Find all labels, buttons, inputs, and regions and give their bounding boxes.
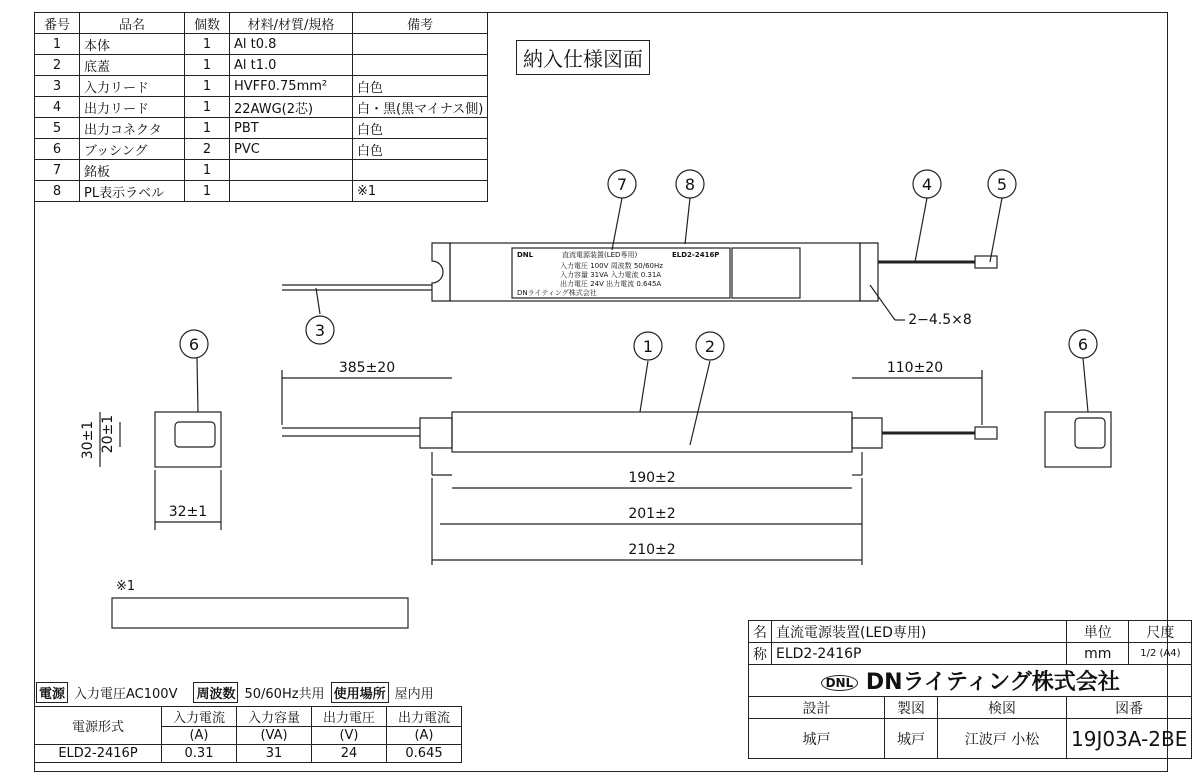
company-logo: DNL [821, 675, 859, 691]
pl-label [112, 598, 408, 628]
elec-value-type: ELD2-2416P [35, 745, 162, 763]
elec-value-in-current: 0.31 [162, 745, 237, 763]
callout-6-right-text: 6 [1077, 335, 1089, 354]
parts-cell: 本体 [80, 34, 185, 55]
freq-tag: 周波数 [193, 682, 238, 703]
parts-cell: 1 [185, 181, 230, 202]
tb-name-label-2: 称 [749, 643, 772, 665]
tb-drafter: 城戸 [885, 719, 938, 759]
front-view-left-bushing [420, 418, 452, 448]
top-view-left-end [432, 243, 450, 301]
leader-holes [870, 285, 895, 320]
pl-label-ref: ※1 [116, 579, 136, 594]
elec-unit-out-current: (A) [387, 727, 462, 745]
parts-cell: 1 [185, 160, 230, 181]
parts-cell: 白色 [353, 139, 488, 160]
dim-20-text: 20±1 [100, 414, 116, 454]
tb-company-cell [749, 665, 1192, 697]
dim-30-text: 30±1 [80, 420, 96, 460]
parts-cell: 出力コネクタ [80, 118, 185, 139]
leader-6-right [1083, 358, 1088, 412]
tb-check-label: 検図 [938, 697, 1067, 719]
elec-header-in-current: 入力電流 [162, 707, 237, 727]
nameplate-line-1: 入力電圧 100V 周波数 50/60Hz [560, 262, 663, 270]
elec-header-type: 電源形式 [35, 707, 162, 745]
col-remarks: 備考 [353, 13, 488, 34]
dim-holes-text: 2−4.5×8 [908, 312, 972, 328]
parts-cell: 銘板 [80, 160, 185, 181]
elec-header-out-voltage: 出力電圧 [312, 707, 387, 727]
tb-drawing-no-label: 図番 [1067, 697, 1192, 719]
parts-cell: Al t1.0 [230, 55, 353, 76]
tb-drawing-no: 19J03A-2BE [1067, 719, 1192, 759]
parts-cell: 2 [35, 55, 80, 76]
dim-201-text: 201±2 [628, 506, 676, 522]
parts-cell: 7 [35, 160, 80, 181]
output-connector-front [975, 427, 997, 439]
tb-scale-label: 尺度 [1129, 621, 1192, 643]
place-value: 屋内用 [394, 687, 434, 702]
output-connector-top [975, 256, 997, 268]
col-number: 番号 [35, 13, 80, 34]
elec-header-in-capacity: 入力容量 [237, 707, 312, 727]
parts-cell: 1 [185, 97, 230, 118]
parts-cell: 1 [185, 34, 230, 55]
tb-unit-label: 単位 [1067, 621, 1129, 643]
nameplate-line-3: 出力電圧 24V 出力電流 0.645A [560, 280, 662, 288]
leader-6-left [197, 358, 198, 412]
left-end-view [155, 412, 221, 467]
parts-cell: 底蓋 [80, 55, 185, 76]
elec-header-out-current: 出力電流 [387, 707, 462, 727]
parts-cell: PVC [230, 139, 353, 160]
elec-unit-in-capacity: (VA) [237, 727, 312, 745]
tb-product-name: 直流電源装置(LED専用) [772, 621, 1067, 643]
nameplate-model: ELD2-2416P [672, 251, 720, 259]
leader-8 [685, 198, 690, 244]
tb-draft-label: 製図 [885, 697, 938, 719]
elec-value-out-current: 0.645 [387, 745, 462, 763]
parts-cell: 8 [35, 181, 80, 202]
leader-7 [612, 198, 622, 250]
front-view-right-bushing [852, 418, 882, 448]
callout-3-text: 3 [314, 321, 326, 340]
nameplate-brand: DNL [517, 251, 534, 259]
tb-scale-value: 1/2 (A4) [1129, 643, 1192, 665]
left-end-opening [175, 422, 215, 447]
leader-2 [690, 361, 710, 445]
nameplate-title: 直流電源装置(LED専用) [562, 251, 638, 259]
parts-cell: Al t0.8 [230, 34, 353, 55]
tb-name-label-1: 名 [749, 621, 772, 643]
parts-cell: 白色 [353, 118, 488, 139]
parts-cell: 4 [35, 97, 80, 118]
col-qty: 個数 [185, 13, 230, 34]
power-tag: 電源 [36, 682, 68, 703]
dim-input-lead-text: 385±20 [338, 360, 396, 376]
tb-checker: 江波戸 小松 [938, 719, 1067, 759]
electrical-table [34, 706, 462, 763]
callout-2-text: 2 [704, 337, 716, 356]
parts-cell: 入力リード [80, 76, 185, 97]
elec-value-in-capacity: 31 [237, 745, 312, 763]
nameplate-line-2: 入力容量 31VA 入力電流 0.31A [560, 271, 662, 279]
parts-cell: 6 [35, 139, 80, 160]
leader-3 [316, 288, 320, 314]
parts-cell: HVFF0.75mm² [230, 76, 353, 97]
power-value: 入力電圧AC100V [74, 687, 178, 702]
callout-8-text: 8 [684, 175, 696, 194]
elec-unit-out-voltage: (V) [312, 727, 387, 745]
dim-210-text: 210±2 [628, 542, 676, 558]
col-name: 品名 [80, 13, 185, 34]
spec-line [36, 682, 434, 703]
parts-cell: 3 [35, 76, 80, 97]
parts-cell: 白・黒(黒マイナス側) [353, 97, 488, 118]
parts-cell: 22AWG(2芯) [230, 97, 353, 118]
elec-unit-in-current: (A) [162, 727, 237, 745]
dim-output-lead-text: 110±20 [886, 360, 944, 376]
col-material: 材料/材質/規格 [230, 13, 353, 34]
parts-cell: 2 [185, 139, 230, 160]
place-tag: 使用場所 [331, 682, 389, 703]
parts-cell: 1 [185, 118, 230, 139]
callout-7-text: 7 [616, 175, 628, 194]
right-end-opening [1075, 418, 1105, 448]
callout-4-text: 4 [921, 175, 933, 194]
callout-5-text: 5 [996, 175, 1008, 194]
right-end-view [1045, 412, 1111, 467]
front-view-body [452, 412, 852, 452]
elec-value-out-voltage: 24 [312, 745, 387, 763]
parts-cell: 白色 [353, 76, 488, 97]
drawing-title: 納入仕様図面 [516, 40, 650, 75]
dim-190-text: 190±2 [628, 470, 676, 486]
tb-design-label: 設計 [749, 697, 885, 719]
parts-cell: 1 [185, 76, 230, 97]
parts-cell: 1 [185, 55, 230, 76]
tb-company: DNライティング株式会社 [865, 670, 1120, 695]
parts-cell: 5 [35, 118, 80, 139]
parts-cell: 1 [35, 34, 80, 55]
parts-cell: 出力リード [80, 97, 185, 118]
freq-value: 50/60Hz共用 [244, 687, 325, 702]
parts-cell: PL表示ラベル [80, 181, 185, 202]
leader-5 [990, 198, 1002, 262]
nameplate-maker: DNライティング株式会社 [517, 289, 597, 297]
leader-4 [915, 198, 927, 262]
parts-cell: ※1 [353, 181, 488, 202]
parts-cell: ブッシング [80, 139, 185, 160]
pl-label-outline [732, 248, 800, 298]
tb-model: ELD2-2416P [772, 643, 1067, 665]
leader-1 [640, 361, 648, 412]
callout-1-text: 1 [642, 337, 654, 356]
callout-6-left-text: 6 [188, 335, 200, 354]
tb-designer: 城戸 [749, 719, 885, 759]
dim-32-text: 32±1 [168, 504, 208, 520]
tb-unit-value: mm [1067, 643, 1129, 665]
parts-cell: PBT [230, 118, 353, 139]
title-block [748, 620, 1192, 759]
